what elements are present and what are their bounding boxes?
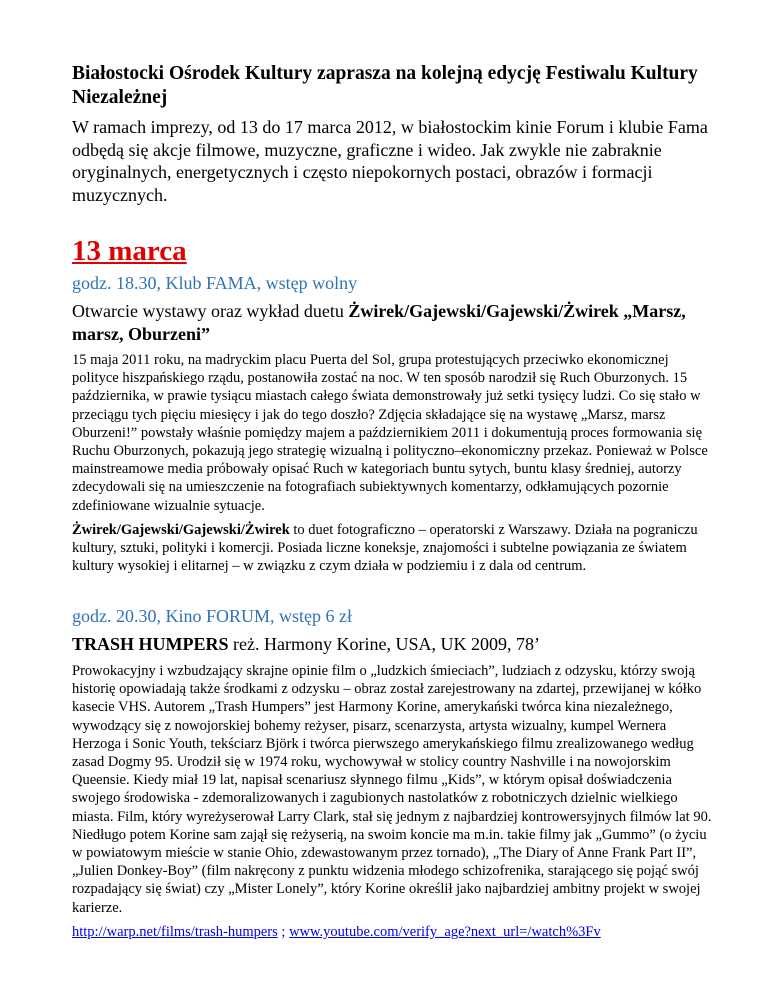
youtube-link[interactable]: www.youtube.com/verify_age?next_url=/watch%3Fv bbox=[289, 923, 601, 940]
event1-description: 15 maja 2011 roku, na madryckim placu Puerta del Sol, grupa protestujących przeciwko ekonomicznej polityce hiszpańskiego rządu, postanowiła zostać na noc. W ten sposób narodził się Ruch Oburzonych. 15 października, w prawie tysiącu miastach całego świata demonstrowały już setki tysięcy ludzi. Co się stało w przeciągu tych pięciu miesięcy i jak do tego doszło? Zdjęcia składające się na wystawę „Marsz, marsz Oburzeni!” powstały właśnie pomiędzy majem a październikiem 2011 i dokumentują proces formowania się Ruchu Oburzonych, pokazują jego strategię wizualną i polityczno–ekonomiczny przekaz. Ponieważ w Polsce mainstreamowe media próbowały opisać Ruch w kategoriach buntu sytych, buntu klasy średniej, autorzy zdecydowali się na umieszczenie na fotografiach subiektywnych komentarzy, odkłamujących pozornie zdefiniowane wizualnie sytuacje. bbox=[72, 352, 708, 514]
date-heading: 13 marca bbox=[72, 235, 187, 267]
link-separator: ; bbox=[277, 923, 290, 940]
intro-title: Białostocki Ośrodek Kultury zaprasza na kolejną edycję Festiwalu Kultury Niezależnej bbox=[72, 63, 698, 108]
event2-title bbox=[72, 633, 712, 656]
trash-humpers-link[interactable]: http://warp.net/films/trash-humpers bbox=[72, 923, 278, 940]
event2-meta: godz. 20.30, Kino FORUM, wstęp 6 zł bbox=[72, 606, 352, 627]
event1-title-prefix: Otwarcie wystawy oraz wykład duetu bbox=[72, 301, 349, 321]
event1-authors bbox=[72, 521, 712, 576]
event2-title-rest: reż. Harmony Korine, USA, UK 2009, 78’ bbox=[228, 634, 540, 655]
event2-title-bold: TRASH HUMPERS bbox=[72, 634, 229, 655]
intro-text: W ramach imprezy, od 13 do 17 marca 2012, w białostockim kinie Forum i klubie Fama odbędą się akcje filmowe, muzyczne, graficzne i wideo. Jak zwykle nie zabraknie oryginalnych, energetycznych i często niepokornych postaci, obrazów i formacji muzycznych. bbox=[72, 117, 708, 205]
event1-authors-name: Żwirek/Gajewski/Gajewski/Żwirek bbox=[72, 521, 290, 538]
event1-title bbox=[72, 300, 712, 345]
event2-description: Prowokacyjny i wzbudzający skrajne opinie film o „ludzkich śmieciach”, ludziach z odzysku, którzy swoją historię opowiadają także środkami z odzysku – obraz został zarejestrowany na zdartej, przewijanej w kółko kasecie VHS. Autorem „Trash Humpers” jest Harmony Korine, amerykański twórca kina niezależnego, wywodzący się z nowojorskiej bohemy reżyser, pisarz, scenarzysta, artysta wizualny, kumpel Wernera Herzoga i Sonic Youth, tekściarz Björk i twórca pierwszego amerykańskiego filmu zrealizowanego według zasad Dogmy 95. Urodził się w 1974 roku, wychowywał w stolicy country Nashville i na nowojorskim Queensie. Kiedy miał 19 lat, napisał scenariusz słynnego filmu „Kids”, w którym opisał doświadczenia swojego środowiska - zdemoralizowanych i zagubionych nastolatków z robotniczych dzielnic wielkiego miasta. Film, który wyreżyserował Larry Clark, stał się jednym z najbardziej kontrowersyjnych filmów lat 90. Niedługo potem Korine sam zajął się reżyserią, na swoim koncie ma m.in. takie filmy jak „Gummo” (o życiu w powiatowym mieście w stanie Ohio, zdewastowanym przez tornado), „The Diary of Anne Frank Part II”, „Julien Donkey-Boy” (film nakręcony z punktu widzenia młodego schizofrenika, starającego się pojąć swój rozpadający się świat) czy „Mister Lonely”, który Korine określił jako najbardziej ambitny projekt w swojej karierze. bbox=[72, 662, 712, 916]
event2-links bbox=[72, 923, 712, 941]
event1-title-bold: Żwirek/Gajewski/Gajewski/Żwirek „Marsz, marsz, Oburzeni” bbox=[72, 301, 686, 344]
event1-meta: godz. 18.30, Klub FAMA, wstęp wolny bbox=[72, 273, 358, 293]
event1-authors-text: to duet fotograficzno – operatorski z Warszawy. Działa na pograniczu kultury, sztuki, polityki i komercji. Posiada liczne koneksje, znajomości i subtelne powiązania ze światem kultury wysokiej i elitarnej – w związku z czym działa w podziemiu i z dala od centrum. bbox=[72, 521, 698, 575]
document-content bbox=[72, 62, 712, 941]
